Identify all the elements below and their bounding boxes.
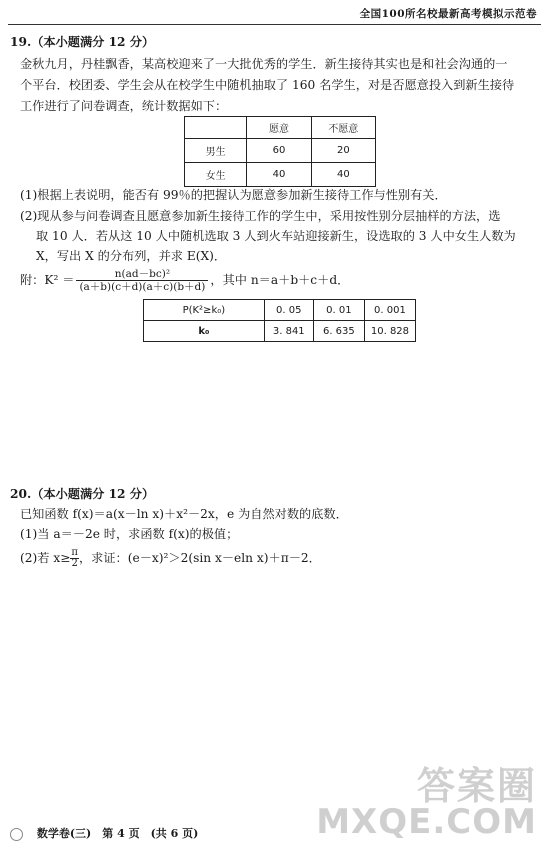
survey-row-female-label: 女生 (185, 163, 247, 187)
survey-row-male-label: 男生 (185, 139, 247, 163)
survey-header-willing: 愿意 (247, 117, 311, 139)
ktable-k0-10828: 10. 828 (364, 321, 415, 342)
q19-line2: 个平台．校团委、学生会从在校学生中随机抽取了 160 名学生，对是否愿意投入到新生接待 (20, 78, 515, 92)
page-footer (10, 825, 198, 841)
header-rule (8, 24, 541, 25)
q19-part2-line2: 取 10 人．若从这 10 人中随机选取 3 人到火车站迎接新生，设选取的 3 人中女生人数为 (36, 229, 516, 243)
footer-circle-icon (10, 828, 23, 841)
survey-row-female-unwilling: 40 (311, 163, 375, 187)
survey-header-unwilling: 不愿意 (311, 117, 375, 139)
q20-heading: 20.（本小题满分 12 分） (10, 487, 155, 501)
q20-part2-prefix: (2)若 x≥ (20, 551, 71, 565)
survey-row-male-unwilling: 20 (311, 139, 375, 163)
q19-line1: 金秋九月，丹桂飘香，某高校迎来了一大批优秀的学生．新生接待其实也是和社会沟通的一 (20, 57, 508, 71)
pi-denominator: 2 (71, 558, 78, 569)
ktable-k0-3841: 3. 841 (264, 321, 313, 342)
k2-denominator: (a＋b)(c＋d)(a＋c)(b＋d) (79, 281, 206, 293)
ktable-k0-label: k₀ (144, 321, 265, 342)
survey-header-blank (185, 117, 247, 139)
q19-part1: (1)根据上表说明，能否有 99％的把握认为愿意参加新生接待工作与性别有关． (20, 188, 447, 202)
formula-prefix: 附：K² ＝ (20, 273, 75, 287)
q20-part2-suffix: ，求证：(e－x)²＞2(sin x－eln x)＋π－2． (79, 551, 321, 565)
q20-intro: 已知函数 f(x)＝a(x－ln x)＋x²－2x，e 为自然对数的底数． (20, 507, 348, 521)
pi-numerator: π (71, 547, 78, 558)
k2-numerator: n(ad－bc)² (76, 268, 208, 281)
formula-suffix: ，其中 n＝a＋b＋c＋d． (210, 273, 350, 287)
ktable-p-005: 0. 05 (264, 300, 313, 321)
survey-row-female-willing: 40 (247, 163, 311, 187)
ktable-p-label: P(K²≥k₀) (144, 300, 265, 321)
site-watermark (316, 764, 537, 842)
footer-page-info: 数学卷(三) 第 4 页 (共 6 页) (36, 827, 199, 840)
pi-over-2 (70, 548, 79, 569)
q19-line3: 工作进行了问卷调查，统计数据如下： (20, 99, 228, 113)
survey-row-male-willing: 60 (247, 139, 311, 163)
k2-formula (20, 266, 349, 294)
watermark-url: MXQE.COM (316, 802, 537, 842)
watermark-logo-text: 答案圈 (416, 764, 537, 808)
ktable-p-0001: 0. 001 (364, 300, 415, 321)
q19-part2-line3: X，写出 X 的分布列，并求 E(X)． (36, 249, 227, 263)
ktable-p-001: 0. 01 (313, 300, 364, 321)
k2-fraction (76, 268, 208, 293)
q20-part1: (1)当 a＝－2e 时，求函数 f(x)的极值； (20, 527, 239, 541)
q19-heading: 19.（本小题满分 12 分） (10, 35, 155, 49)
q19-part2-line1: (2)现从参与问卷调查且愿意参加新生接待工作的学生中，采用按性别分层抽样的方法，选 (20, 209, 501, 223)
ktable-k0-6635: 6. 635 (313, 321, 364, 342)
q20-part2 (20, 544, 321, 572)
critical-value-table (143, 299, 416, 342)
survey-table (184, 116, 376, 187)
exam-series-title: 全国100所名校最新高考模拟示范卷 (359, 8, 537, 20)
